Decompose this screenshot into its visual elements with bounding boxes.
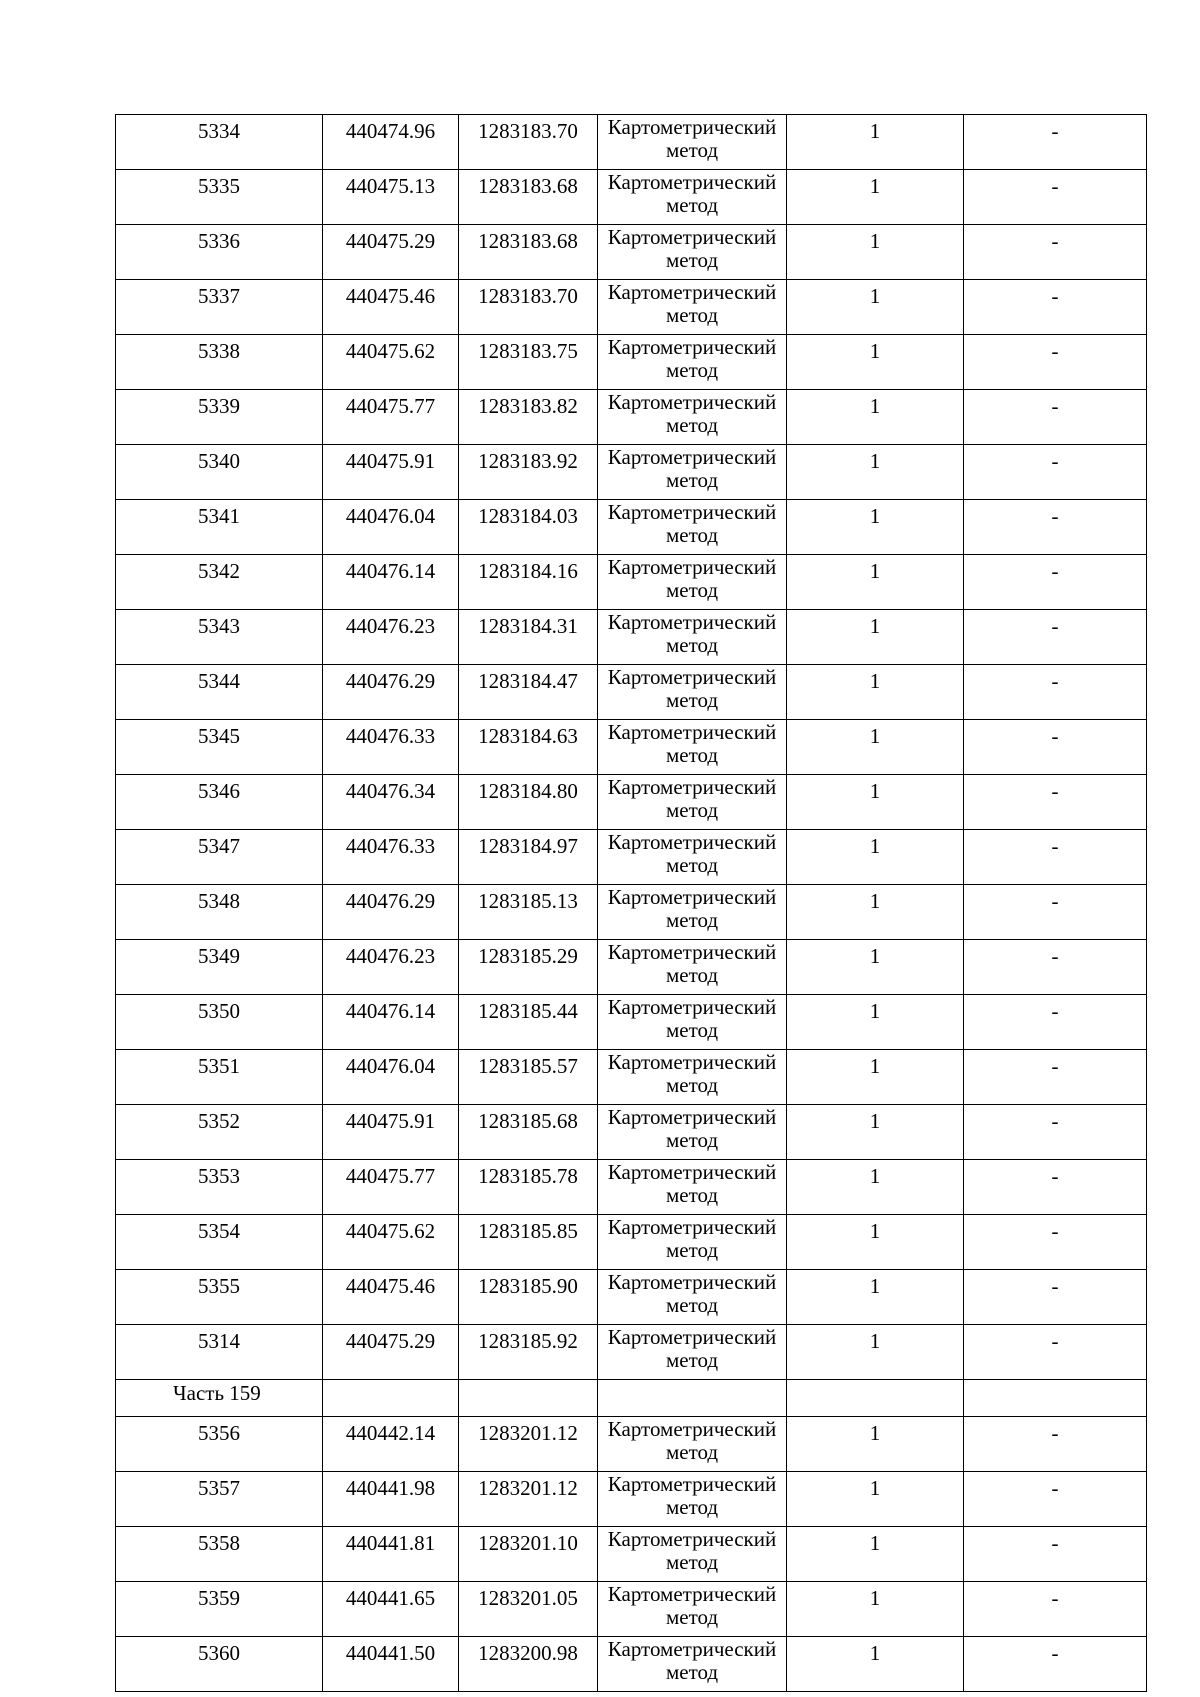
x-coordinate-cell: 440474.96 xyxy=(323,115,459,170)
method-line: Картометрический xyxy=(607,1215,777,1239)
method-line: Картометрический xyxy=(607,995,777,1019)
method-line: метод xyxy=(665,248,719,272)
method-line: метод xyxy=(665,1293,719,1317)
accuracy-cell: 1 xyxy=(787,995,964,1050)
method-line: Картометрический xyxy=(607,1417,777,1441)
x-coordinate-cell: 440476.23 xyxy=(323,940,459,995)
method-line: метод xyxy=(665,138,719,162)
method-cell xyxy=(598,885,787,940)
accuracy-cell: 1 xyxy=(787,1582,964,1637)
x-coordinate-cell: 440476.04 xyxy=(323,500,459,555)
table-row xyxy=(116,170,1147,225)
point-id-cell: 5314 xyxy=(116,1325,323,1380)
y-coordinate-cell: 1283185.78 xyxy=(459,1160,598,1215)
note-cell: - xyxy=(964,445,1147,500)
table-row xyxy=(116,1472,1147,1527)
x-coordinate-cell: 440475.77 xyxy=(323,390,459,445)
method-cell xyxy=(598,830,787,885)
method-line: Картометрический xyxy=(607,500,777,524)
table-row xyxy=(116,555,1147,610)
table-row xyxy=(116,1050,1147,1105)
method-line: Картометрический xyxy=(607,830,777,854)
note-cell: - xyxy=(964,1582,1147,1637)
y-coordinate-cell: 1283185.44 xyxy=(459,995,598,1050)
accuracy-cell: 1 xyxy=(787,1215,964,1270)
method-line: метод xyxy=(665,1018,719,1042)
method-line: Картометрический xyxy=(607,720,777,744)
accuracy-cell: 1 xyxy=(787,555,964,610)
method-line: Картометрический xyxy=(607,170,777,194)
method-line: метод xyxy=(665,523,719,547)
accuracy-cell: 1 xyxy=(787,830,964,885)
table-row xyxy=(116,830,1147,885)
note-cell: - xyxy=(964,225,1147,280)
note-cell: - xyxy=(964,720,1147,775)
point-id-cell: 5353 xyxy=(116,1160,323,1215)
table-row xyxy=(116,720,1147,775)
method-line: метод xyxy=(665,358,719,382)
note-cell: - xyxy=(964,775,1147,830)
method-cell xyxy=(598,940,787,995)
note-cell: - xyxy=(964,335,1147,390)
table-row xyxy=(116,1270,1147,1325)
x-coordinate-cell: 440476.33 xyxy=(323,720,459,775)
table-row xyxy=(116,280,1147,335)
table-row xyxy=(116,115,1147,170)
accuracy-cell: 1 xyxy=(787,1050,964,1105)
x-coordinate-cell: 440475.62 xyxy=(323,1215,459,1270)
method-cell xyxy=(598,665,787,720)
method-line: метод xyxy=(665,468,719,492)
table-row xyxy=(116,335,1147,390)
accuracy-cell: 1 xyxy=(787,720,964,775)
method-line: Картометрический xyxy=(607,1105,777,1129)
accuracy-cell: 1 xyxy=(787,665,964,720)
x-coordinate-cell: 440441.50 xyxy=(323,1637,459,1692)
method-line: метод xyxy=(665,908,719,932)
method-line: Картометрический xyxy=(607,1637,777,1661)
y-coordinate-cell: 1283185.29 xyxy=(459,940,598,995)
y-coordinate-cell: 1283201.10 xyxy=(459,1527,598,1582)
table-row xyxy=(116,610,1147,665)
x-coordinate-cell: 440475.77 xyxy=(323,1160,459,1215)
method-cell xyxy=(598,1472,787,1527)
empty-cell xyxy=(787,1380,964,1417)
method-line: Картометрический xyxy=(607,665,777,689)
accuracy-cell: 1 xyxy=(787,610,964,665)
y-coordinate-cell: 1283184.31 xyxy=(459,610,598,665)
method-cell xyxy=(598,1417,787,1472)
method-line: метод xyxy=(665,1348,719,1372)
point-id-cell: 5336 xyxy=(116,225,323,280)
y-coordinate-cell: 1283201.12 xyxy=(459,1472,598,1527)
note-cell: - xyxy=(964,1160,1147,1215)
table-row xyxy=(116,885,1147,940)
x-coordinate-cell: 440476.23 xyxy=(323,610,459,665)
accuracy-cell: 1 xyxy=(787,885,964,940)
method-cell xyxy=(598,610,787,665)
accuracy-cell: 1 xyxy=(787,1527,964,1582)
note-cell: - xyxy=(964,1637,1147,1692)
accuracy-cell: 1 xyxy=(787,115,964,170)
method-line: Картометрический xyxy=(607,390,777,414)
method-line: метод xyxy=(665,1550,719,1574)
method-line: метод xyxy=(665,963,719,987)
section-row xyxy=(116,1380,1147,1417)
empty-cell xyxy=(459,1380,598,1417)
y-coordinate-cell: 1283201.12 xyxy=(459,1417,598,1472)
empty-cell xyxy=(598,1380,787,1417)
point-id-cell: 5355 xyxy=(116,1270,323,1325)
method-line: метод xyxy=(665,688,719,712)
note-cell: - xyxy=(964,280,1147,335)
method-line: Картометрический xyxy=(607,1160,777,1184)
method-line: метод xyxy=(665,1238,719,1262)
y-coordinate-cell: 1283183.92 xyxy=(459,445,598,500)
accuracy-cell: 1 xyxy=(787,1325,964,1380)
y-coordinate-cell: 1283184.16 xyxy=(459,555,598,610)
accuracy-cell: 1 xyxy=(787,1472,964,1527)
note-cell: - xyxy=(964,1105,1147,1160)
x-coordinate-cell: 440476.14 xyxy=(323,995,459,1050)
method-line: метод xyxy=(665,413,719,437)
table-row xyxy=(116,1417,1147,1472)
point-id-cell: 5338 xyxy=(116,335,323,390)
accuracy-cell: 1 xyxy=(787,1105,964,1160)
note-cell: - xyxy=(964,830,1147,885)
note-cell: - xyxy=(964,995,1147,1050)
y-coordinate-cell: 1283184.80 xyxy=(459,775,598,830)
method-line: Картометрический xyxy=(607,225,777,249)
y-coordinate-cell: 1283185.57 xyxy=(459,1050,598,1105)
point-id-cell: 5335 xyxy=(116,170,323,225)
accuracy-cell: 1 xyxy=(787,940,964,995)
empty-cell xyxy=(323,1380,459,1417)
note-cell: - xyxy=(964,1527,1147,1582)
method-cell xyxy=(598,1527,787,1582)
y-coordinate-cell: 1283185.13 xyxy=(459,885,598,940)
method-line: метод xyxy=(665,193,719,217)
point-id-cell: 5340 xyxy=(116,445,323,500)
accuracy-cell: 1 xyxy=(787,445,964,500)
x-coordinate-cell: 440475.62 xyxy=(323,335,459,390)
method-line: Картометрический xyxy=(607,445,777,469)
table-row xyxy=(116,1637,1147,1692)
y-coordinate-cell: 1283183.68 xyxy=(459,225,598,280)
table-row xyxy=(116,940,1147,995)
y-coordinate-cell: 1283183.68 xyxy=(459,170,598,225)
method-line: Картометрический xyxy=(607,885,777,909)
method-line: метод xyxy=(665,1440,719,1464)
method-line: метод xyxy=(665,303,719,327)
point-id-cell: 5348 xyxy=(116,885,323,940)
method-cell xyxy=(598,775,787,830)
point-id-cell: 5334 xyxy=(116,115,323,170)
method-cell xyxy=(598,170,787,225)
y-coordinate-cell: 1283184.03 xyxy=(459,500,598,555)
accuracy-cell: 1 xyxy=(787,390,964,445)
method-line: метод xyxy=(665,798,719,822)
x-coordinate-cell: 440476.33 xyxy=(323,830,459,885)
point-id-cell: 5345 xyxy=(116,720,323,775)
point-id-cell: 5339 xyxy=(116,390,323,445)
y-coordinate-cell: 1283183.75 xyxy=(459,335,598,390)
method-cell xyxy=(598,1270,787,1325)
x-coordinate-cell: 440476.14 xyxy=(323,555,459,610)
method-line: Картометрический xyxy=(607,280,777,304)
point-id-cell: 5351 xyxy=(116,1050,323,1105)
method-cell xyxy=(598,280,787,335)
note-cell: - xyxy=(964,940,1147,995)
table-row xyxy=(116,1160,1147,1215)
note-cell: - xyxy=(964,665,1147,720)
method-line: Картометрический xyxy=(607,115,777,139)
note-cell: - xyxy=(964,1417,1147,1472)
x-coordinate-cell: 440475.91 xyxy=(323,445,459,500)
point-id-cell: 5358 xyxy=(116,1527,323,1582)
accuracy-cell: 1 xyxy=(787,1637,964,1692)
accuracy-cell: 1 xyxy=(787,225,964,280)
point-id-cell: 5347 xyxy=(116,830,323,885)
method-cell xyxy=(598,115,787,170)
point-id-cell: 5341 xyxy=(116,500,323,555)
y-coordinate-cell: 1283184.63 xyxy=(459,720,598,775)
table-row xyxy=(116,995,1147,1050)
method-cell xyxy=(598,500,787,555)
method-cell xyxy=(598,1105,787,1160)
x-coordinate-cell: 440476.04 xyxy=(323,1050,459,1105)
method-line: метод xyxy=(665,1073,719,1097)
accuracy-cell: 1 xyxy=(787,500,964,555)
method-cell xyxy=(598,335,787,390)
method-line: метод xyxy=(665,1183,719,1207)
x-coordinate-cell: 440475.46 xyxy=(323,1270,459,1325)
method-line: Картометрический xyxy=(607,1325,777,1349)
table-row xyxy=(116,445,1147,500)
note-cell: - xyxy=(964,390,1147,445)
accuracy-cell: 1 xyxy=(787,280,964,335)
note-cell: - xyxy=(964,885,1147,940)
x-coordinate-cell: 440441.65 xyxy=(323,1582,459,1637)
table-row xyxy=(116,1325,1147,1380)
method-line: Картометрический xyxy=(607,1050,777,1074)
note-cell: - xyxy=(964,115,1147,170)
y-coordinate-cell: 1283201.05 xyxy=(459,1582,598,1637)
x-coordinate-cell: 440441.81 xyxy=(323,1527,459,1582)
point-id-cell: 5360 xyxy=(116,1637,323,1692)
method-cell xyxy=(598,1050,787,1105)
table-row xyxy=(116,1582,1147,1637)
note-cell: - xyxy=(964,1270,1147,1325)
y-coordinate-cell: 1283185.92 xyxy=(459,1325,598,1380)
accuracy-cell: 1 xyxy=(787,1417,964,1472)
method-line: метод xyxy=(665,578,719,602)
point-id-cell: 5344 xyxy=(116,665,323,720)
x-coordinate-cell: 440475.29 xyxy=(323,225,459,280)
method-line: Картометрический xyxy=(607,1582,777,1606)
y-coordinate-cell: 1283184.47 xyxy=(459,665,598,720)
y-coordinate-cell: 1283184.97 xyxy=(459,830,598,885)
table-row xyxy=(116,665,1147,720)
x-coordinate-cell: 440441.98 xyxy=(323,1472,459,1527)
note-cell: - xyxy=(964,1215,1147,1270)
y-coordinate-cell: 1283183.70 xyxy=(459,115,598,170)
table-body xyxy=(116,115,1147,1692)
point-id-cell: 5346 xyxy=(116,775,323,830)
y-coordinate-cell: 1283185.68 xyxy=(459,1105,598,1160)
y-coordinate-cell: 1283185.85 xyxy=(459,1215,598,1270)
method-cell xyxy=(598,720,787,775)
note-cell: - xyxy=(964,1050,1147,1105)
point-id-cell: 5337 xyxy=(116,280,323,335)
x-coordinate-cell: 440475.46 xyxy=(323,280,459,335)
method-line: Картометрический xyxy=(607,775,777,799)
method-line: метод xyxy=(665,1128,719,1152)
point-id-cell: 5357 xyxy=(116,1472,323,1527)
method-line: метод xyxy=(665,853,719,877)
y-coordinate-cell: 1283185.90 xyxy=(459,1270,598,1325)
y-coordinate-cell: 1283183.82 xyxy=(459,390,598,445)
accuracy-cell: 1 xyxy=(787,1160,964,1215)
method-line: Картометрический xyxy=(607,1527,777,1551)
method-line: метод xyxy=(665,1495,719,1519)
method-line: Картометрический xyxy=(607,1472,777,1496)
table-row xyxy=(116,500,1147,555)
method-cell xyxy=(598,1325,787,1380)
x-coordinate-cell: 440476.34 xyxy=(323,775,459,830)
table-row xyxy=(116,390,1147,445)
table-row xyxy=(116,1105,1147,1160)
method-cell xyxy=(598,555,787,610)
method-line: Картометрический xyxy=(607,940,777,964)
section-label: Часть 159 xyxy=(116,1380,323,1417)
accuracy-cell: 1 xyxy=(787,335,964,390)
method-cell xyxy=(598,390,787,445)
point-id-cell: 5356 xyxy=(116,1417,323,1472)
note-cell: - xyxy=(964,1325,1147,1380)
method-line: метод xyxy=(665,1660,719,1684)
note-cell: - xyxy=(964,555,1147,610)
method-line: Картометрический xyxy=(607,610,777,634)
method-cell xyxy=(598,1637,787,1692)
method-line: метод xyxy=(665,1605,719,1629)
accuracy-cell: 1 xyxy=(787,1270,964,1325)
empty-cell xyxy=(964,1380,1147,1417)
table-row xyxy=(116,1527,1147,1582)
point-id-cell: 5342 xyxy=(116,555,323,610)
table-row xyxy=(116,775,1147,830)
y-coordinate-cell: 1283200.98 xyxy=(459,1637,598,1692)
method-line: Картометрический xyxy=(607,555,777,579)
accuracy-cell: 1 xyxy=(787,170,964,225)
method-cell xyxy=(598,995,787,1050)
method-line: Картометрический xyxy=(607,335,777,359)
table-row xyxy=(116,1215,1147,1270)
point-id-cell: 5354 xyxy=(116,1215,323,1270)
accuracy-cell: 1 xyxy=(787,775,964,830)
x-coordinate-cell: 440475.91 xyxy=(323,1105,459,1160)
method-line: метод xyxy=(665,633,719,657)
note-cell: - xyxy=(964,170,1147,225)
coordinates-table xyxy=(115,114,1147,1692)
point-id-cell: 5350 xyxy=(116,995,323,1050)
method-cell xyxy=(598,225,787,280)
point-id-cell: 5343 xyxy=(116,610,323,665)
method-cell xyxy=(598,1215,787,1270)
note-cell: - xyxy=(964,610,1147,665)
point-id-cell: 5349 xyxy=(116,940,323,995)
point-id-cell: 5359 xyxy=(116,1582,323,1637)
y-coordinate-cell: 1283183.70 xyxy=(459,280,598,335)
x-coordinate-cell: 440475.13 xyxy=(323,170,459,225)
method-cell xyxy=(598,1160,787,1215)
method-line: Картометрический xyxy=(607,1270,777,1294)
method-cell xyxy=(598,445,787,500)
method-line: метод xyxy=(665,743,719,767)
x-coordinate-cell: 440476.29 xyxy=(323,665,459,720)
x-coordinate-cell: 440442.14 xyxy=(323,1417,459,1472)
x-coordinate-cell: 440476.29 xyxy=(323,885,459,940)
note-cell: - xyxy=(964,500,1147,555)
x-coordinate-cell: 440475.29 xyxy=(323,1325,459,1380)
note-cell: - xyxy=(964,1472,1147,1527)
method-cell xyxy=(598,1582,787,1637)
point-id-cell: 5352 xyxy=(116,1105,323,1160)
table-row xyxy=(116,225,1147,280)
